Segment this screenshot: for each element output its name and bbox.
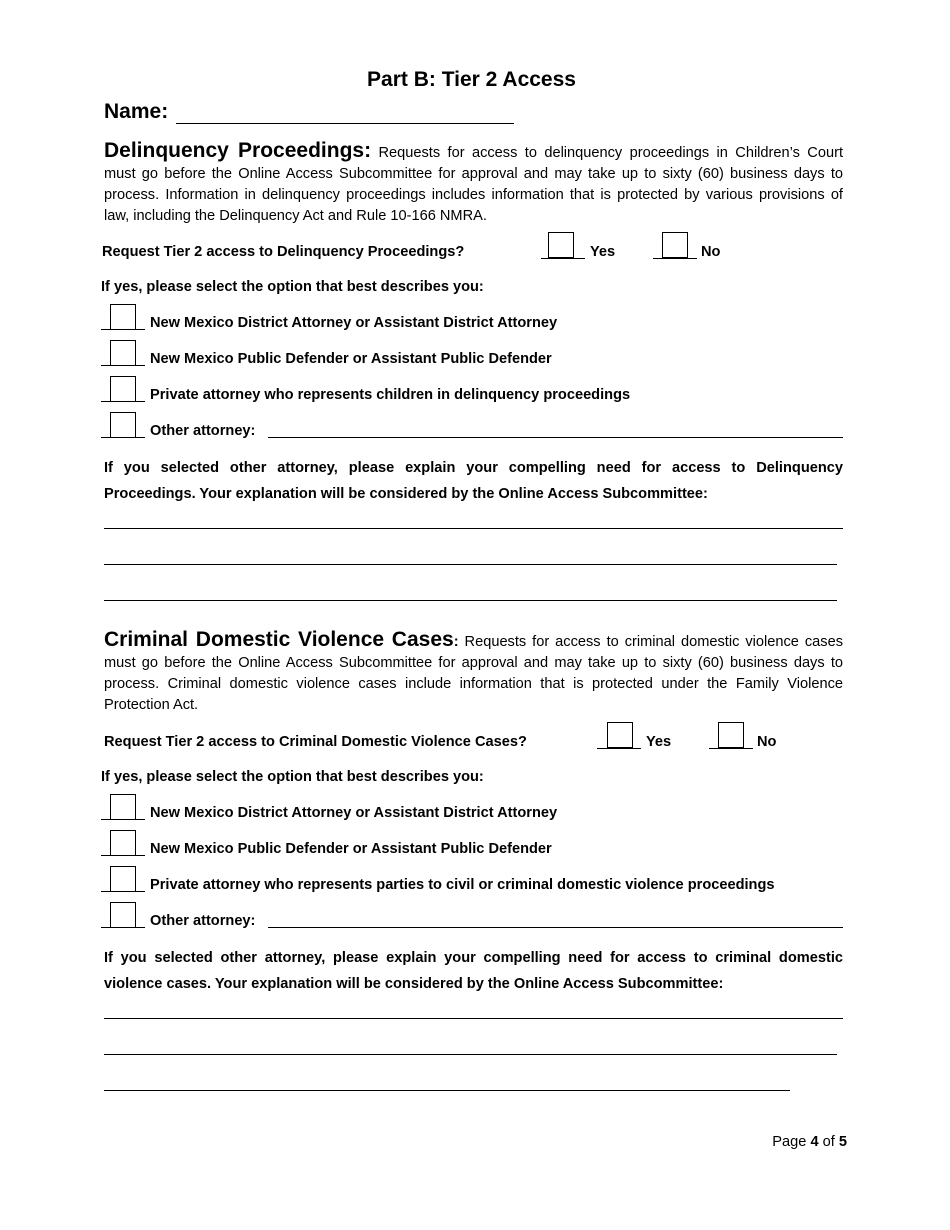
- dv-heading: Criminal Domestic Violence Cases: [104, 628, 454, 651]
- delinquency-option-private-label: Private attorney who represents children in delinquency proceedings: [150, 387, 631, 403]
- delinquency-yes-checkbox[interactable]: [548, 232, 574, 258]
- dv-option-other-label: Other attorney:: [150, 913, 256, 929]
- dv-select-prompt: If yes, please select the option that best describes you:: [101, 769, 484, 785]
- dv-option-da-checkbox[interactable]: [110, 794, 136, 820]
- dv-heading-colon: :: [453, 634, 459, 650]
- dv-option-pd-checkbox[interactable]: [110, 830, 136, 856]
- page-number: [772, 1134, 847, 1150]
- current-page: 4: [810, 1134, 819, 1150]
- name-input-line[interactable]: [176, 123, 514, 124]
- dv-request-question: Request Tier 2 access to Criminal Domestic Violence Cases?: [104, 734, 527, 750]
- underline: [541, 258, 585, 259]
- delinquency-description: Requests for access to delinquency proceedings in Children’s Court must go before the Online Access Subcommittee for approval and may take up to sixty (60) business days to process. Information in delinquency proceedings includes information that is protected by various provisions of law, including the Delinquency Act and Rule 10-166 NMRA.: [104, 145, 843, 224]
- dv-option-private-checkbox[interactable]: [110, 866, 136, 892]
- delinquency-option-other-checkbox[interactable]: [110, 412, 136, 438]
- delinquency-explanation-line-3[interactable]: [104, 600, 837, 601]
- delinquency-heading: Delinquency Proceedings:: [104, 139, 372, 162]
- dv-other-attorney-field[interactable]: [268, 927, 843, 928]
- of-word: of: [822, 1134, 835, 1150]
- dv-option-other-checkbox[interactable]: [110, 902, 136, 928]
- delinquency-no-label: No: [701, 244, 721, 260]
- dv-option-da-label: New Mexico District Attorney or Assistant District Attorney: [150, 805, 558, 821]
- name-label: Name:: [104, 100, 169, 123]
- page-title: Part B: Tier 2 Access: [367, 68, 576, 91]
- dv-yes-label: Yes: [646, 734, 672, 750]
- dv-yes-checkbox[interactable]: [607, 722, 633, 748]
- delinquency-explanation-line-1[interactable]: [104, 528, 843, 529]
- dv-description: Requests for access to criminal domestic violence cases must go before the Online Access Subcommittee for approval and may take up to sixty (60) business days to process. Criminal domestic violence cases include information that is protected under the Family Violence Protection Act.: [104, 634, 843, 713]
- dv-option-private-label: Private attorney who represents parties to civil or criminal domestic violence proceedings: [150, 877, 775, 893]
- underline: [709, 748, 753, 749]
- delinquency-option-pd-label: New Mexico Public Defender or Assistant Public Defender: [150, 351, 552, 367]
- delinquency-option-pd-checkbox[interactable]: [110, 340, 136, 366]
- delinquency-request-question: Request Tier 2 access to Delinquency Proceedings?: [102, 244, 465, 260]
- dv-option-pd-label: New Mexico Public Defender or Assistant Public Defender: [150, 841, 552, 857]
- delinquency-other-attorney-field[interactable]: [268, 437, 843, 438]
- delinquency-explanation-line-2[interactable]: [104, 564, 837, 565]
- delinquency-no-checkbox[interactable]: [662, 232, 688, 258]
- dv-explanation-line-3[interactable]: [104, 1090, 790, 1091]
- dv-explanation-line-2[interactable]: [104, 1054, 837, 1055]
- delinquency-option-other-label: Other attorney:: [150, 423, 256, 439]
- delinquency-option-private-checkbox[interactable]: [110, 376, 136, 402]
- dv-intro: [104, 629, 843, 716]
- delinquency-option-da-label: New Mexico District Attorney or Assistant District Attorney: [150, 315, 558, 331]
- delinquency-option-da-checkbox[interactable]: [110, 304, 136, 330]
- delinquency-explain-prompt: If you selected other attorney, please explain your compelling need for access to Delinquency Proceedings. Your explanation will be considered by the Online Access Subcommittee:: [104, 460, 843, 502]
- delinquency-yes-label: Yes: [590, 244, 616, 260]
- delinquency-select-prompt: If yes, please select the option that best describes you:: [101, 279, 484, 295]
- dv-explanation-line-1[interactable]: [104, 1018, 843, 1019]
- underline: [597, 748, 641, 749]
- dv-no-label: No: [757, 734, 777, 750]
- total-pages: 5: [838, 1134, 847, 1150]
- dv-no-checkbox[interactable]: [718, 722, 744, 748]
- delinquency-intro: [104, 140, 843, 227]
- dv-explain-prompt: If you selected other attorney, please explain your compelling need for access to criminal domestic violence cases. Your explanation will be considered by the Online Access Subcommittee:: [104, 950, 843, 992]
- underline: [653, 258, 697, 259]
- page-word: Page: [772, 1134, 807, 1150]
